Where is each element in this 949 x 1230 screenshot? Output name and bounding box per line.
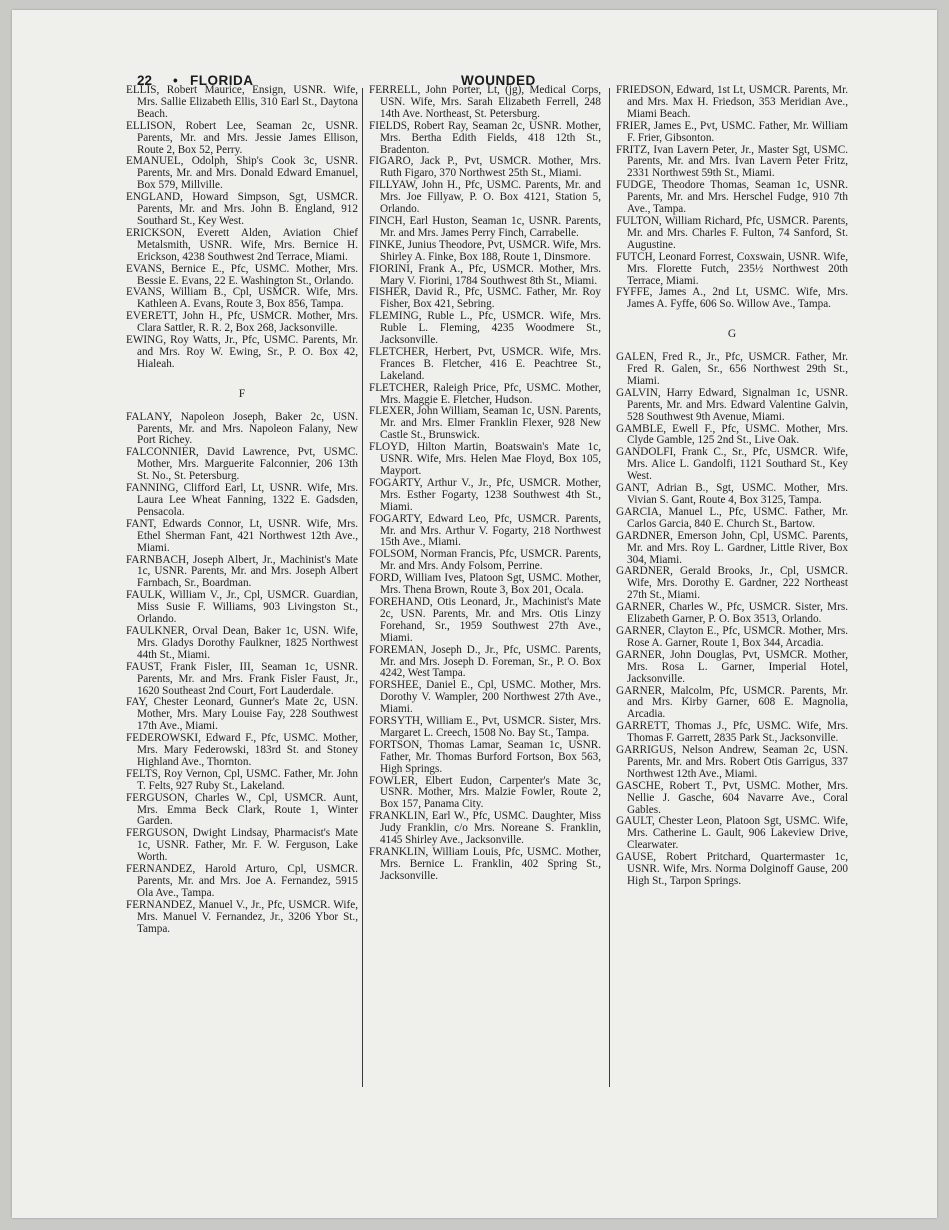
casualty-entry: EWING, Roy Watts, Jr., Pfc, USMC. Parents, Mr. and Mrs. Roy W. Ewing, Sr., P. O. Box 42, Hialeah. (126, 334, 358, 370)
casualty-entry: FRIEDSON, Edward, 1st Lt, USMCR. Parents, Mr. and Mrs. Max H. Friedson, 353 Meridian Ave., Miami Beach. (616, 84, 848, 120)
casualty-entry: FANNING, Clifford Earl, Lt, USNR. Wife, Mrs. Laura Lee Wheat Fanning, 1322 E. Gadsden, Pensacola. (126, 482, 358, 518)
casualty-entry: GANT, Adrian B., Sgt, USMC. Mother, Mrs. Vivian S. Gant, Route 4, Box 3125, Tampa. (616, 482, 848, 506)
casualty-entry: FOWLER, Elbert Eudon, Carpenter's Mate 3c, USNR. Mother, Mrs. Malzie Fowler, Route 2, Box 157, Panama City. (369, 774, 601, 811)
casualty-entry: FERNANDEZ, Manuel V., Jr., Pfc, USMCR. Wife, Mrs. Manuel V. Fernandez, Jr., 3206 Ybor St., Tampa. (126, 898, 358, 935)
casualty-entry: FORTSON, Thomas Lamar, Seaman 1c, USNR. Father, Mr. Thomas Burford Fortson, Box 563, High Springs. (369, 738, 601, 775)
casualty-entry: FANT, Edwards Connor, Lt, USNR. Wife, Mrs. Ethel Sherman Fant, 421 Northwest 12th Ave., Miami. (126, 517, 358, 554)
casualty-entry: FORSHEE, Daniel E., Cpl, USMC. Mother, Mrs. Dorothy V. Wampler, 200 Northwest 27th Ave., Miami. (369, 679, 601, 716)
casualty-entry: GALEN, Fred R., Jr., Pfc, USMCR. Father, Mr. Fred R. Galen, Sr., 656 Northwest 29th St., Miami. (616, 351, 848, 387)
casualty-entry: FLEMING, Ruble L., Pfc, USMCR. Wife, Mrs. Ruble L. Fleming, 4235 Woodmere St., Jacksonville. (369, 310, 601, 347)
casualty-entry: FINCH, Earl Huston, Seaman 1c, USNR. Parents, Mr. and Mrs. James Perry Finch, Carrabelle. (369, 214, 601, 239)
casualty-entry: FLEXER, John William, Seaman 1c, USN. Parents, Mr. and Mrs. Elmer Franklin Flexer, 928 New Castle St., Brunswick. (369, 405, 601, 442)
alphabet-section-letter: G (727, 328, 737, 341)
casualty-entry: ELLIS, Robert Maurice, Ensign, USNR. Wife, Mrs. Sallie Elizabeth Ellis, 310 Earl St., Daytona Beach. (126, 84, 358, 120)
column-divider (362, 88, 363, 1087)
casualty-entry: FIGARO, Jack P., Pvt, USMCR. Mother, Mrs. Ruth Figaro, 370 Northwest 25th St., Miami. (369, 155, 601, 180)
casualty-entry: FAULK, William V., Jr., Cpl, USMCR. Guardian, Miss Susie F. Williams, 903 Livingston St., Orlando. (126, 589, 358, 626)
state-name: FLORIDA (190, 73, 254, 88)
casualty-entry: GARDNER, Gerald Brooks, Jr., Cpl, USMCR. Wife, Mrs. Dorothy E. Gardner, 222 Northeast 27th St., Miami. (616, 565, 848, 602)
casualty-entry: ERICKSON, Everett Alden, Aviation Chief Metalsmith, USNR. Wife, Mrs. Bernice H. Erickson, 4238 Southwest 2nd Terrace, Miami. (126, 226, 358, 263)
casualty-entry: FOGARTY, Edward Leo, Pfc, USMCR. Parents, Mr. and Mrs. Arthur V. Fogarty, 218 Northwest 15th Ave., Miami. (369, 512, 601, 549)
casualty-entry: FOGARTY, Arthur V., Jr., Pfc, USMCR. Mother, Mrs. Esther Fogarty, 1238 Southwest 4th St., Miami. (369, 476, 601, 513)
casualty-entry: FERGUSON, Charles W., Cpl, USMCR. Aunt, Mrs. Emma Beck Clark, Route 1, Winter Garden. (126, 791, 358, 828)
casualty-entry: GARRIGUS, Nelson Andrew, Seaman 2c, USN. Parents, Mr. and Mrs. Robert Otis Garrigus, 337 Northwest 12th Ave., Miami. (616, 744, 848, 780)
casualty-entry: FOLSOM, Norman Francis, Pfc, USMCR. Parents, Mr. and Mrs. Andy Folsom, Perrine. (369, 548, 601, 573)
casualty-entry: ELLISON, Robert Lee, Seaman 2c, USNR. Parents, Mr. and Mrs. Jessie James Ellison, Route 2, Box 52, Perry. (126, 119, 358, 156)
casualty-entry: FALCONNIER, David Lawrence, Pvt, USMC. Mother, Mrs. Marguerite Falconnier, 206 13th St. No., St. Petersburg. (126, 446, 358, 483)
casualty-entry: FAUST, Frank Fisler, III, Seaman 1c, USNR. Parents, Mr. and Mrs. Frank Fisler Faust, Jr., 1620 Southeast 2nd Court, Fort Lauderdale. (126, 660, 358, 697)
header-bullet: • (173, 73, 178, 88)
casualty-entry: GALVIN, Harry Edward, Signalman 1c, USNR. Parents, Mr. and Mrs. Edward Valentine Galvin, 528 Southwest 9th Avenue, Miami. (616, 386, 848, 423)
casualty-entry: FRITZ, Ivan Lavern Peter, Jr., Master Sgt, USMC. Parents, Mr. and Mrs. Ivan Lavern Peter Fritz, 2331 Northwest 59th St., Miami. (616, 143, 848, 180)
casualty-entry: GARRETT, Thomas J., Pfc, USMC. Wife, Mrs. Thomas F. Garrett, 2835 Park St., Jacksonville. (616, 720, 848, 745)
casualty-entry: FEDEROWSKI, Edward F., Pfc, USMC. Mother, Mrs. Mary Federowski, 183rd St. and Stoney Highland Ave., Thornton. (126, 732, 358, 768)
column-right (616, 85, 848, 888)
casualty-entry: FLETCHER, Herbert, Pvt, USMCR. Wife, Mrs. Frances B. Fletcher, 416 E. Peachtree St., Lakeland. (369, 345, 601, 382)
casualty-entry: FAY, Chester Leonard, Gunner's Mate 2c, USN. Mother, Mrs. Mary Louise Fay, 228 Southwest 17th Ave., Miami. (126, 696, 358, 733)
alphabet-section-letter: F (238, 387, 246, 400)
casualty-entry: FUTCH, Leonard Forrest, Coxswain, USNR. Wife, Mrs. Florette Futch, 235½ Northwest 20th Terrace, Miami. (616, 250, 848, 287)
casualty-entry: FRANKLIN, William Louis, Pfc, USMC. Mother, Mrs. Bernice L. Franklin, 402 Spring St., Jacksonville. (369, 846, 601, 882)
casualty-entry: FRIER, James E., Pvt, USMC. Father, Mr. William F. Frier, Gibsonton. (616, 119, 848, 144)
casualty-entry: FILLYAW, John H., Pfc, USMC. Parents, Mr. and Mrs. Joe Fillyaw, P. O. Box 4121, Station 5, Orlando. (369, 179, 601, 216)
casualty-entry: FYFFE, James A., 2nd Lt, USMC. Wife, Mrs. James A. Fyffe, 606 So. Willow Ave., Tampa. (616, 286, 848, 311)
casualty-entry: GARNER, Charles W., Pfc, USMCR. Sister, Mrs. Elizabeth Garner, P. O. Box 3513, Orlando. (616, 601, 848, 626)
casualty-entry: EMANUEL, Odolph, Ship's Cook 3c, USNR. Parents, Mr. and Mrs. Donald Edward Emanuel, Box 579, Millville. (126, 155, 358, 192)
page-number: 22 (137, 73, 153, 88)
casualty-entry: GARNER, Malcolm, Pfc, USMCR. Parents, Mr. and Mrs. Kirby Garner, 608 E. Magnolia, Arcadia. (616, 684, 848, 721)
column-middle (369, 85, 601, 883)
casualty-entry: GARDNER, Emerson John, Cpl, USMC. Parents, Mr. and Mrs. Roy L. Gardner, Little River, Box 304, Miami. (616, 529, 848, 566)
casualty-entry: FISHER, David R., Pfc, USMC. Father, Mr. Roy Fisher, Box 421, Sebring. (369, 286, 601, 311)
casualty-entry: FINKE, Junius Theodore, Pvt, USMCR. Wife, Mrs. Shirley A. Finke, Box 188, Route 1, Dinsmore. (369, 238, 601, 263)
casualty-entry: EVANS, William B., Cpl, USMCR. Wife, Mrs. Kathleen A. Evans, Route 3, Box 856, Tampa. (126, 286, 358, 311)
casualty-entry: FORD, William Ives, Platoon Sgt, USMC. Mother, Mrs. Thena Brown, Route 3, Box 201, Ocala. (369, 572, 601, 597)
casualty-entry: FULTON, William Richard, Pfc, USMCR. Parents, Mr. and Mrs. Charles F. Fulton, 74 Sanford, St. Augustine. (616, 214, 848, 251)
casualty-entry: FIELDS, Robert Ray, Seaman 2c, USNR. Mother, Mrs. Bertha Edith Fields, 418 12th St., Bradenton. (369, 119, 601, 156)
casualty-entry: EVANS, Bernice E., Pfc, USMC. Mother, Mrs. Bessie E. Evans, 22 E. Washington St., Orlando. (126, 262, 358, 287)
casualty-entry: FLETCHER, Raleigh Price, Pfc, USMC. Mother, Mrs. Maggie E. Fletcher, Hudson. (369, 381, 601, 406)
casualty-entry: FALANY, Napoleon Joseph, Baker 2c, USN. Parents, Mr. and Mrs. Napoleon Falany, New Port Richey. (126, 410, 358, 447)
casualty-entry: FOREMAN, Joseph D., Jr., Pfc, USMC. Parents, Mr. and Mrs. Joseph D. Foreman, Sr., P. O. Box 4242, West Tampa. (369, 643, 601, 680)
casualty-entry: ENGLAND, Howard Simpson, Sgt, USMCR. Parents, Mr. and Mrs. John B. England, 912 Southard St., Key West. (126, 191, 358, 227)
casualty-entry: FLOYD, Hilton Martin, Boatswain's Mate 1c, USNR. Wife, Mrs. Helen Mae Floyd, Box 105, Mayport. (369, 441, 601, 477)
section-title: WOUNDED (461, 73, 536, 88)
casualty-entry: FOREHAND, Otis Leonard, Jr., Machinist's Mate 2c, USN. Parents, Mr. and Mrs. Otis Linzy Forehand, Sr., 1959 Southwest 27th Ave., Miami. (369, 595, 601, 644)
column-left (126, 85, 358, 936)
casualty-entry: GARNER, Clayton E., Pfc, USMCR. Mother, Mrs. Rose A. Garner, Route 1, Box 344, Arcadia. (616, 624, 848, 649)
casualty-entry: GANDOLFI, Frank C., Sr., Pfc, USMCR. Wife, Mrs. Alice L. Gandolfi, 1121 Southard St., Key West. (616, 446, 848, 483)
casualty-entry: GARCIA, Manuel L., Pfc, USMC. Father, Mr. Carlos Garcia, 840 E. Church St., Bartow. (616, 505, 848, 530)
casualty-entry: EVERETT, John H., Pfc, USMCR. Mother, Mrs. Clara Sattler, R. R. 2, Box 268, Jacksonville. (126, 310, 358, 335)
casualty-entry: FAULKNER, Orval Dean, Baker 1c, USN. Wife, Mrs. Gladys Dorothy Faulkner, 1825 Northwest 44th St., Miami. (126, 624, 358, 661)
casualty-entry: GAUSE, Robert Pritchard, Quartermaster 1c, USNR. Wife, Mrs. Norma Dolginoff Gause, 200 High St., Tarpon Springs. (616, 851, 848, 887)
casualty-entry: FORSYTH, William E., Pvt, USMCR. Sister, Mrs. Margaret L. Creech, 1508 No. Bay St., Tampa. (369, 715, 601, 739)
casualty-entry: GARNER, John Douglas, Pvt, USMCR. Mother, Mrs. Rosa L. Garner, Imperial Hotel, Jacksonville. (616, 648, 848, 685)
casualty-entry: FARNBACH, Joseph Albert, Jr., Machinist's Mate 1c, USNR. Parents, Mr. and Mrs. Joseph Albert Farnbach, Sr., Boardman. (126, 553, 358, 590)
casualty-entry: FIORINI, Frank A., Pfc, USMCR. Mother, Mrs. Mary V. Fiorini, 1784 Southwest 8th St., Miami. (369, 262, 601, 287)
casualty-entry: GASCHE, Robert T., Pvt, USMC. Mother, Mrs. Nellie J. Gasche, 604 Navarre Ave., Coral Gables. (616, 779, 848, 816)
casualty-entry: FERGUSON, Dwight Lindsay, Pharmacist's Mate 1c, USNR. Father, Mr. F. W. Ferguson, Lake Worth. (126, 827, 358, 864)
casualty-entry: FRANKLIN, Earl W., Pfc, USMC. Daughter, Miss Judy Franklin, c/o Mrs. Noreane S. Franklin, 4145 Shirley Ave., Jacksonville. (369, 810, 601, 847)
casualty-entry: FERRELL, John Porter, Lt, (jg), Medical Corps, USN. Wife, Mrs. Sarah Elizabeth Ferrell, 248 14th Ave. Northeast, St. Petersburg. (369, 84, 601, 120)
casualty-entry: GAMBLE, Ewell F., Pfc, USMC. Mother, Mrs. Clyde Gamble, 125 2nd St., Live Oak. (616, 422, 848, 447)
casualty-entry: FUDGE, Theodore Thomas, Seaman 1c, USNR. Parents, Mr. and Mrs. Herschel Fudge, 910 7th Ave., Tampa. (616, 179, 848, 216)
column-divider (609, 88, 610, 1087)
casualty-entry: FERNANDEZ, Harold Arturo, Cpl, USMCR. Parents, Mr. and Mrs. Joe A. Fernandez, 5915 Ola Ave., Tampa. (126, 863, 358, 899)
casualty-entry: GAULT, Chester Leon, Platoon Sgt, USMC. Wife, Mrs. Catherine L. Gault, 906 Lakeview Drive, Clearwater. (616, 815, 848, 852)
casualty-entry: FELTS, Roy Vernon, Cpl, USMC. Father, Mr. John T. Felts, 927 Ruby St., Lakeland. (126, 767, 358, 792)
